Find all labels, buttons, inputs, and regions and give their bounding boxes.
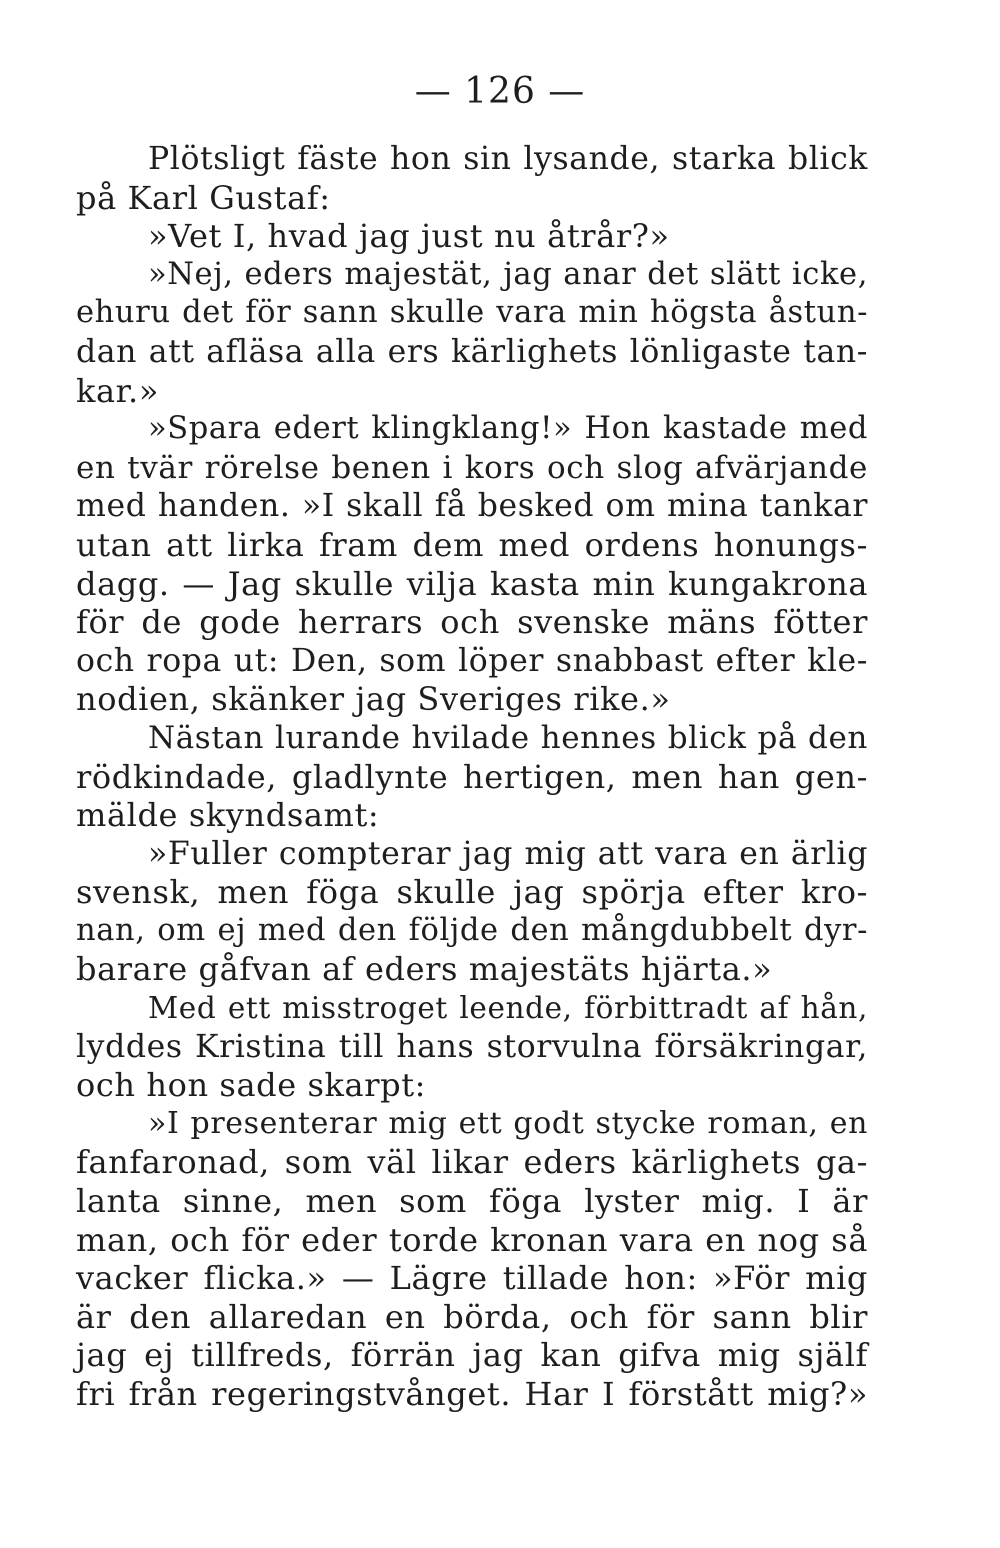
- text-line: rödkindade, gladlynte hertigen, men han gen-: [76, 757, 868, 796]
- text-line: med handen. »I skall få besked om mina tankar: [76, 488, 868, 525]
- page-number: — 126 —: [414, 71, 586, 112]
- text-line: »Nej, eders majestät, jag anar det slätt icke,: [148, 256, 868, 292]
- text-line: och hon sade skarpt:: [76, 1066, 427, 1105]
- text-line: för de gode herrars och svenske mäns fötter: [76, 603, 868, 642]
- text-line: utan att lirka fram dem med ordens honungs-: [76, 525, 868, 564]
- text-line: jag ej tillfreds, förrän jag kan gifva mig själf: [76, 1336, 868, 1375]
- text-line: »Vet I, hvad jag just nu åtrår?»: [148, 217, 670, 256]
- text-line: man, och för eder torde kronan vara en nog så: [76, 1220, 868, 1259]
- text-line: fri från regeringstvånget. Har I förstått mig?»: [76, 1375, 868, 1413]
- text-line: och ropa ut: Den, som löper snabbast efter kle-: [76, 642, 868, 679]
- text-line: mälde skyndsamt:: [76, 796, 380, 835]
- text-line: på Karl Gustaf:: [76, 178, 331, 217]
- text-line: barare gåfvan af eders majestäts hjärta.»: [76, 950, 773, 989]
- text-line: svensk, men föga skulle jag spörja efter kro-: [76, 873, 868, 912]
- text-line: lanta sinne, men som föga lyster mig. I är: [76, 1182, 868, 1221]
- text-line: kar.»: [76, 371, 159, 410]
- body-text: [76, 140, 868, 1414]
- text-line: Med ett misstroget leende, förbittradt af hån,: [148, 991, 868, 1026]
- text-line: nan, om ej med den följde den mångdubbelt dyr-: [76, 912, 868, 948]
- text-line: nodien, skänker jag Sveriges rike.»: [76, 680, 671, 719]
- text-line: är den allaredan en börda, och för sann blir: [76, 1297, 868, 1336]
- text-line: dan att afläsa alla ers kärlighets lönligaste tan-: [76, 333, 868, 370]
- text-line: Nästan lurande hvilade hennes blick på den: [148, 719, 868, 756]
- text-line: vacker flicka.» — Lägre tillade hon: »För mig: [76, 1259, 868, 1298]
- text-line: »Fuller compterar jag mig att vara en ärlig: [148, 835, 868, 872]
- text-line: lyddes Kristina till hans storvulna försäkringar,: [76, 1028, 868, 1065]
- text-line: »Spara edert klingklang!» Hon kastade med: [148, 411, 868, 447]
- text-line: »I presenterar mig ett godt stycke roman, en: [148, 1105, 868, 1141]
- text-line: dagg. — Jag skulle vilja kasta min kungakrona: [76, 564, 868, 603]
- text-line: Plötsligt fäste hon sin lysande, starka blick: [148, 141, 868, 177]
- text-line: fanfaronad, som väl likar eders kärlighets ga-: [76, 1143, 868, 1182]
- text-line: en tvär rörelse benen i kors och slog afvärjande: [76, 449, 868, 486]
- text-line: ehuru det för sann skulle vara min högsta åstun-: [76, 295, 868, 331]
